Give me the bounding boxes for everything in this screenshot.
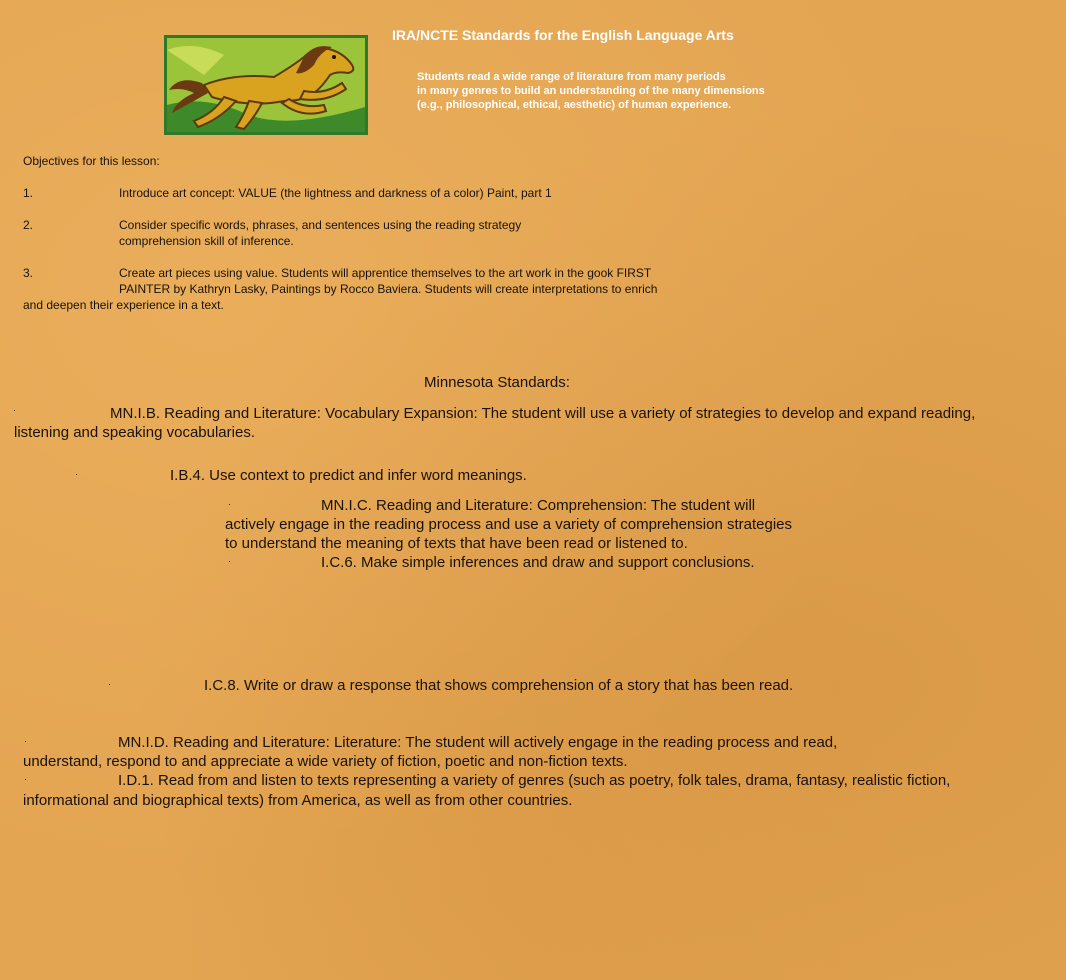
horse-clipart-icon (164, 35, 368, 135)
mn-ib-line-1: MN.I.B. Reading and Literature: Vocabulary Expansion: The student will use a variety of strategies to develop and expand reading, (110, 405, 976, 422)
bullet-id1: · (24, 774, 27, 784)
objective-3-continuation: and deepen their experience in a text. (23, 298, 224, 312)
ic8-text: I.C.8. Write or draw a response that shows comprehension of a story that has been read. (204, 677, 794, 694)
mn-ic-line-2: actively engage in the reading process and use a variety of comprehension strategies (225, 516, 793, 533)
mn-ic-line-3: to understand the meaning of texts that have been read or listened to. (225, 535, 688, 552)
objective-2-number: 2. (23, 218, 34, 232)
bullet-mn-id: · (24, 736, 27, 746)
standard-quote-line-1: Students read a wide range of literature from many periods (417, 71, 726, 83)
bullet-ic8: · (108, 679, 111, 689)
objective-1-number: 1. (23, 186, 34, 200)
objective-1-text: Introduce art concept: VALUE (the lightness and darkness of a color) Paint, part 1 (119, 186, 552, 200)
id1-line-2: informational and biographical texts) from America, as well as from other countries. (23, 792, 573, 809)
objective-3-text-line-2: PAINTER by Kathryn Lasky, Paintings by Rocco Baviera. Students will create interpretations to enrich (119, 282, 658, 296)
standard-quote-line-3: (e.g., philosophical, ethical, aesthetic) of human experience. (417, 99, 732, 111)
bullet-ib4: · (75, 469, 78, 479)
page-title: IRA/NCTE Standards for the English Language Arts (392, 27, 734, 43)
mn-ic-line-1: MN.I.C. Reading and Literature: Comprehension: The student will (321, 497, 756, 514)
minnesota-heading: Minnesota Standards: (424, 374, 570, 391)
ib4-text: I.B.4. Use context to predict and infer word meanings. (170, 467, 527, 484)
mn-ib-line-2: listening and speaking vocabularies. (14, 424, 255, 441)
objective-2-text-line-1: Consider specific words, phrases, and sentences using the reading strategy (119, 218, 522, 232)
standard-quote-line-2: in many genres to build an understanding of the many dimensions (417, 85, 765, 97)
objective-2-text-line-2: comprehension skill of inference. (119, 234, 294, 248)
mn-id-line-1: MN.I.D. Reading and Literature: Literature: The student will actively engage in the reading process and read, (118, 734, 838, 751)
ic6-text: I.C.6. Make simple inferences and draw and support conclusions. (321, 554, 755, 571)
mn-id-line-2: understand, respond to and appreciate a wide variety of fiction, poetic and non-fiction texts. (23, 753, 628, 770)
bullet-mn-ib: · (13, 405, 16, 415)
bullet-mn-ic: · (228, 499, 231, 509)
id1-line-1: I.D.1. Read from and listen to texts representing a variety of genres (such as poetry, folk tales, drama, fantasy, realistic fiction, (118, 772, 951, 789)
objective-3-number: 3. (23, 266, 34, 280)
objectives-heading: Objectives for this lesson: (23, 154, 160, 168)
bullet-ic6: · (228, 556, 231, 566)
objective-3-text-line-1: Create art pieces using value. Students will apprentice themselves to the art work in the gook FIRST (119, 266, 652, 280)
